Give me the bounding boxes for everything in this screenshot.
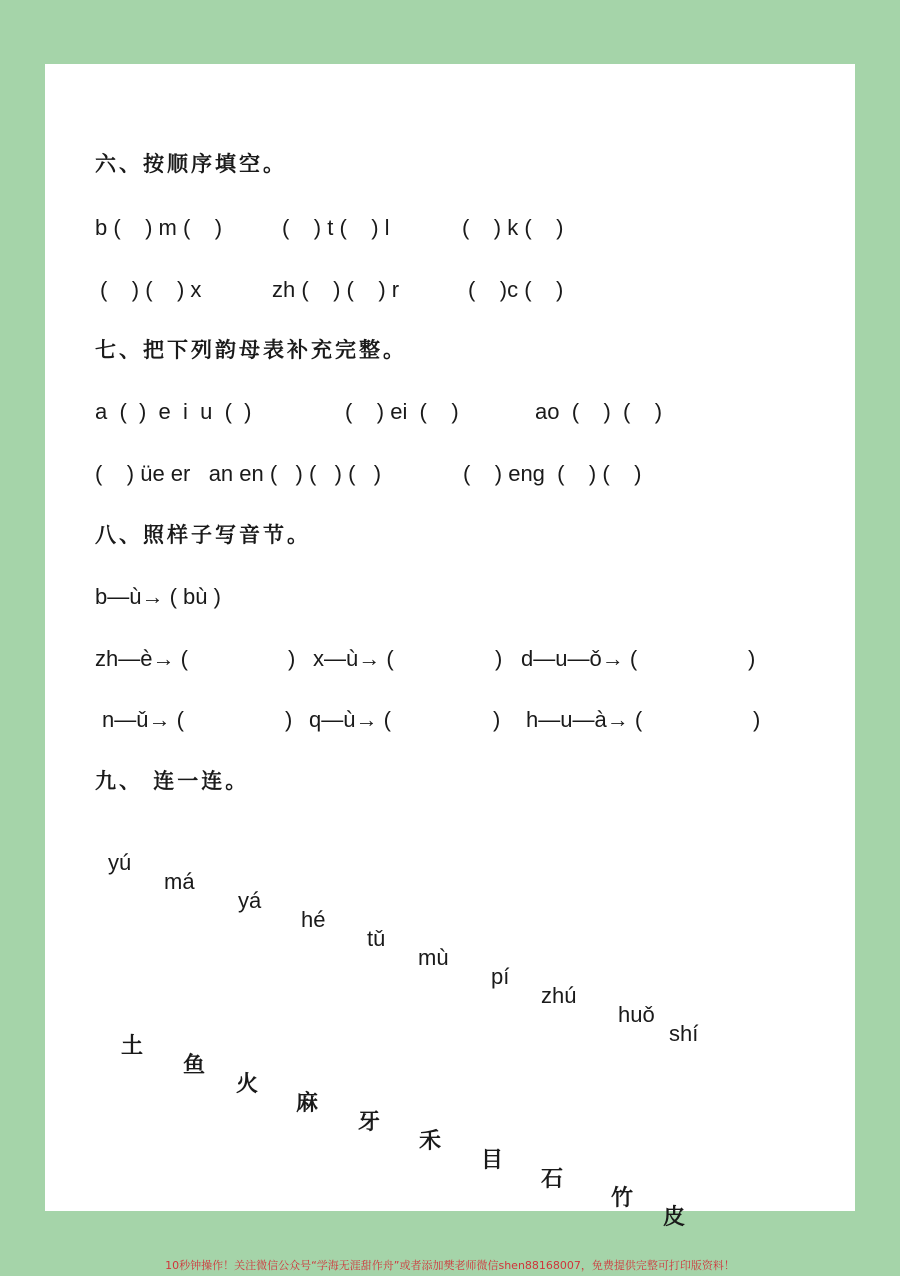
fill-blank-group[interactable]: ao ( ) ( ) xyxy=(535,399,663,424)
answer-blank-close[interactable]: ) xyxy=(285,707,293,732)
fill-blank-group[interactable]: ( ) ei ( ) xyxy=(345,399,459,424)
answer-blank-close[interactable]: ) xyxy=(495,646,503,671)
section-6-heading: 六、按顺序填空。 xyxy=(95,151,287,176)
syllable-prompt: x—ù→ ( xyxy=(313,646,394,671)
chinese-character[interactable]: 竹 xyxy=(611,1185,634,1211)
worksheet-page xyxy=(45,64,855,1230)
section-8-row-2 xyxy=(45,705,855,735)
syllable-prompt: d—u—ǒ→ ( xyxy=(521,646,638,671)
fill-blank-group[interactable]: ( ) eng ( ) ( ) xyxy=(463,461,642,486)
fill-blank-group[interactable]: zh ( ) ( ) r xyxy=(272,277,400,302)
fill-blank-group[interactable]: ( ) t ( ) l xyxy=(282,215,390,240)
character-row xyxy=(45,1012,855,1230)
chinese-character[interactable]: 火 xyxy=(236,1071,259,1097)
chinese-character[interactable]: 土 xyxy=(121,1033,144,1059)
section-8-example: b—ù→ ( bù ) xyxy=(95,584,221,609)
pinyin-word[interactable]: huǒ xyxy=(618,1002,655,1027)
fill-blank-group[interactable]: ( ) üe er an en ( ) ( ) ( ) xyxy=(95,461,382,486)
chinese-character[interactable]: 牙 xyxy=(358,1109,381,1135)
syllable-prompt: n—ǔ→ ( xyxy=(102,707,184,732)
section-7-row-1 xyxy=(45,397,855,427)
pinyin-word[interactable]: hé xyxy=(301,907,326,932)
pinyin-word[interactable]: shí xyxy=(669,1021,699,1046)
syllable-prompt: q—ù→ ( xyxy=(309,707,391,732)
pinyin-word[interactable]: zhú xyxy=(541,983,577,1008)
chinese-character[interactable]: 皮 xyxy=(663,1204,686,1230)
fill-blank-group[interactable]: ( ) ( ) x xyxy=(100,277,202,302)
chinese-character[interactable]: 禾 xyxy=(419,1128,442,1154)
section-8-row-1 xyxy=(45,644,855,674)
section-8-heading: 八、照样子写音节。 xyxy=(95,522,311,547)
fill-blank-group[interactable]: ( )c ( ) xyxy=(468,277,564,302)
section-9-heading: 九、 连一连。 xyxy=(95,768,250,793)
fill-blank-group[interactable]: ( ) k ( ) xyxy=(462,215,564,240)
fill-blank-group[interactable]: b ( ) m ( ) xyxy=(95,215,223,240)
fill-blank-group[interactable]: a ( ) e i u ( ) xyxy=(95,399,252,424)
pinyin-word[interactable]: tǔ xyxy=(367,926,386,951)
section-6-row-1 xyxy=(45,213,855,243)
answer-blank-close[interactable]: ) xyxy=(493,707,501,732)
footer-promo-text: 10秒钟操作！关注微信公众号“学海无涯甜作舟”或者添加樊老师微信shen88168007，免费提供完整可打印版资料！ xyxy=(165,1259,735,1272)
pinyin-row xyxy=(45,829,855,1046)
pinyin-word[interactable]: mù xyxy=(418,945,449,970)
answer-blank-close[interactable]: ) xyxy=(288,646,296,671)
section-7-heading: 七、把下列韵母表补充完整。 xyxy=(95,337,407,362)
pinyin-word[interactable]: yá xyxy=(238,888,262,913)
chinese-character[interactable]: 目 xyxy=(481,1147,504,1173)
pinyin-word[interactable]: pí xyxy=(491,964,510,989)
chinese-character[interactable]: 石 xyxy=(541,1166,564,1192)
chinese-character[interactable]: 麻 xyxy=(296,1090,319,1116)
answer-blank-close[interactable]: ) xyxy=(753,707,761,732)
answer-blank-close[interactable]: ) xyxy=(748,646,756,671)
section-6-row-2 xyxy=(45,275,855,305)
chinese-character[interactable]: 鱼 xyxy=(183,1052,206,1078)
pinyin-word[interactable]: yú xyxy=(108,850,132,875)
syllable-prompt: zh—è→ ( xyxy=(95,646,188,671)
pinyin-word[interactable]: má xyxy=(164,869,195,894)
syllable-prompt: h—u—à→ ( xyxy=(526,707,643,732)
section-7-row-2 xyxy=(45,459,855,489)
